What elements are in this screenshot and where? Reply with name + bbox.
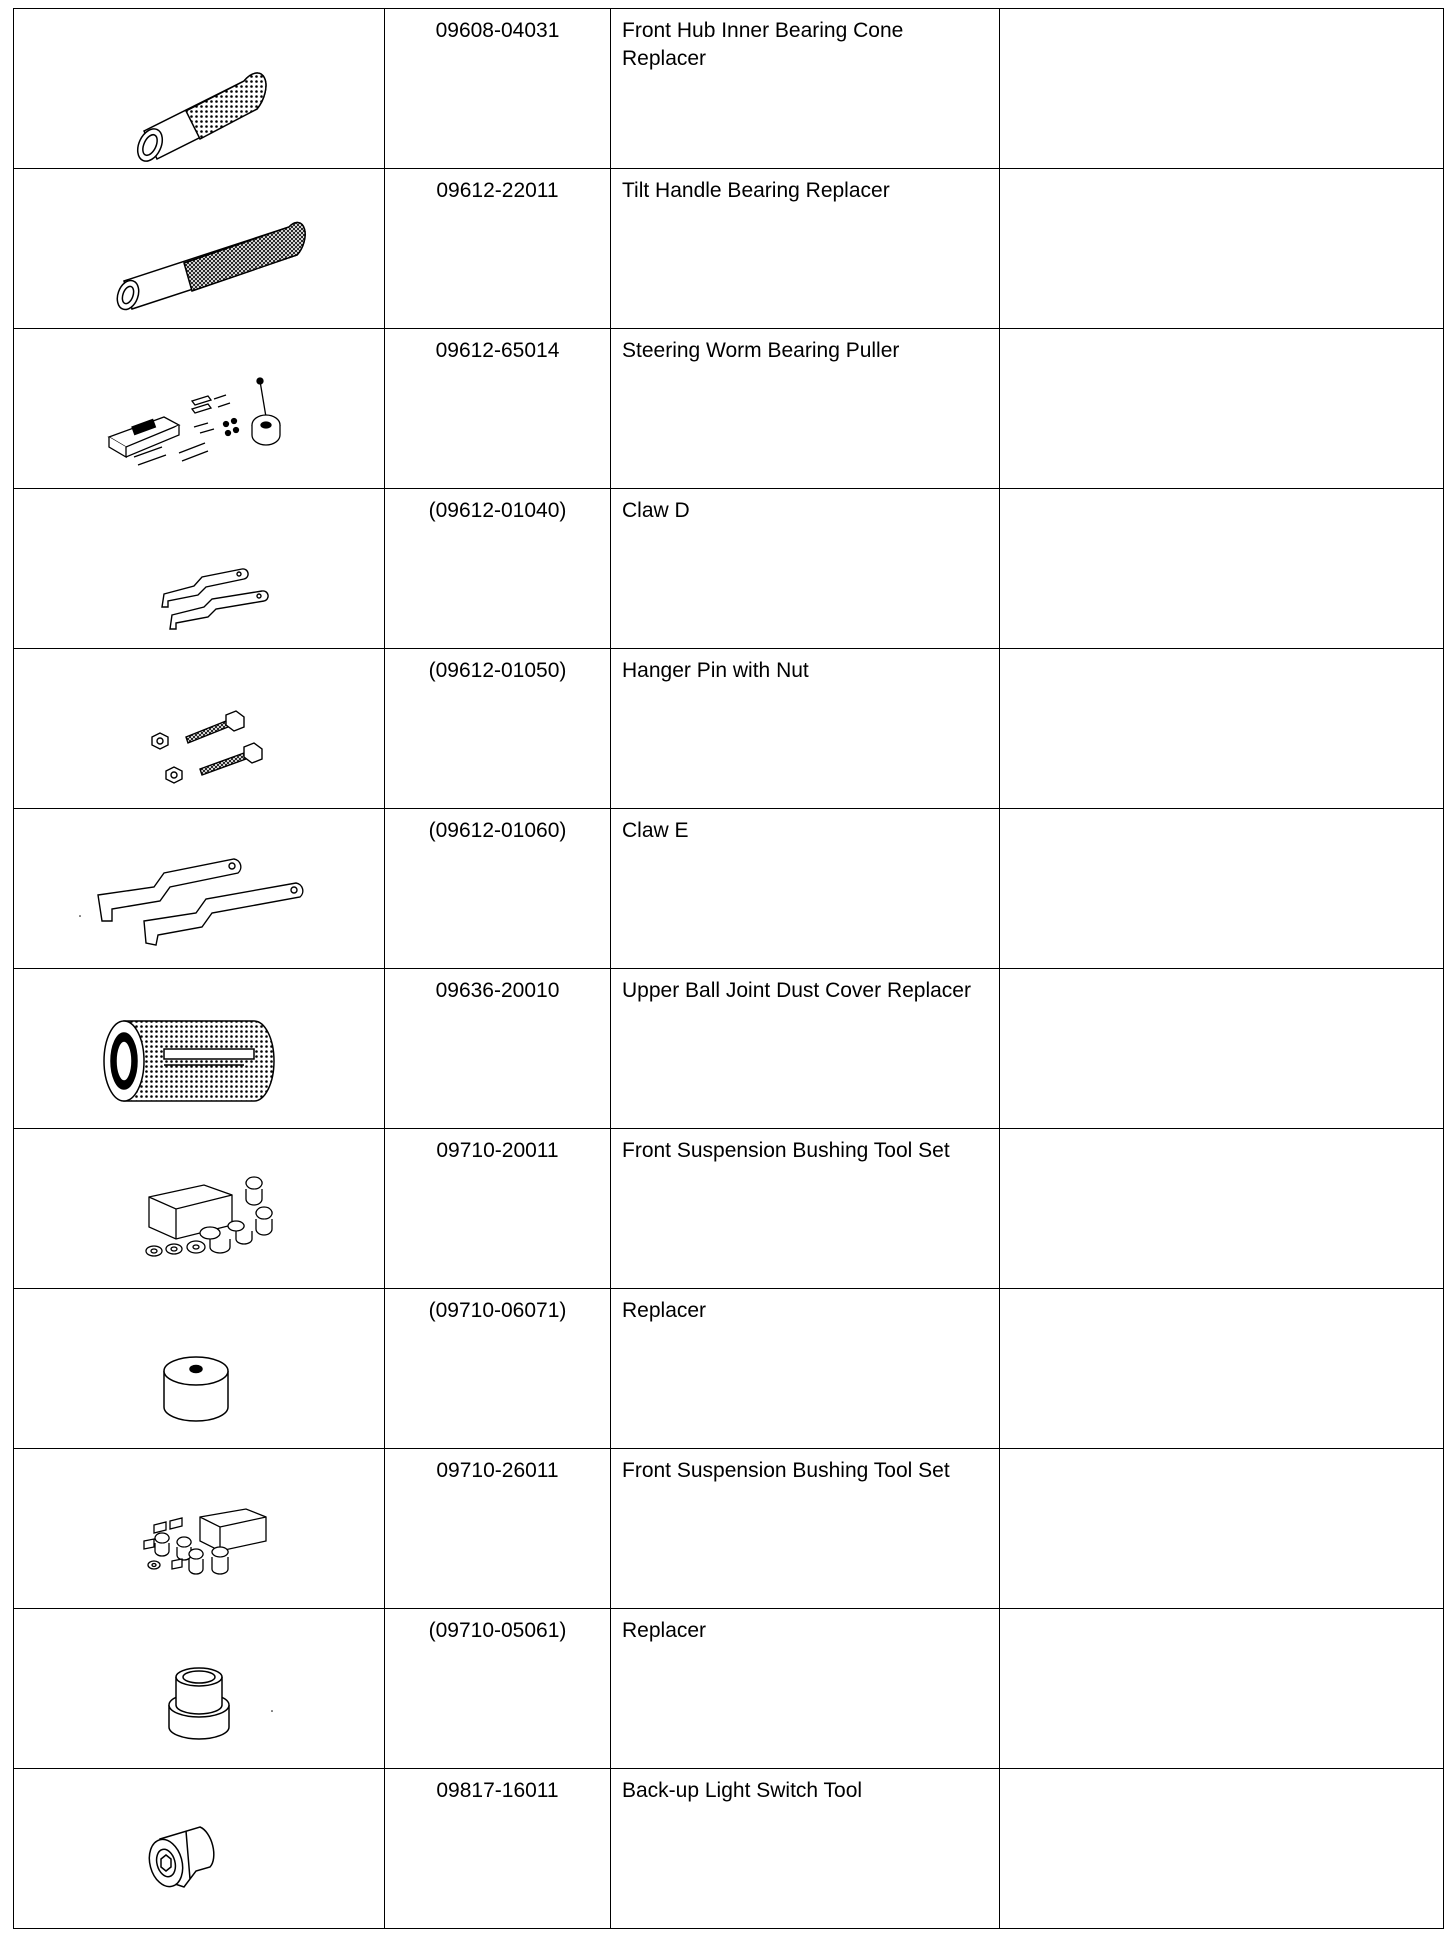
note-cell (1000, 809, 1444, 969)
tool-illustration-cell (14, 969, 385, 1129)
table-row (14, 1769, 1444, 1929)
note (1000, 489, 1443, 497)
part-number: 09608-04031 (435, 19, 560, 42)
tool-name-cell (611, 809, 1000, 969)
part-number: 09612-65014 (435, 339, 560, 362)
tool-name: Back-up Light Switch Tool (622, 1779, 863, 1802)
note-cell (1000, 1769, 1444, 1929)
pin-and-nut-icon (14, 649, 385, 809)
part-number-cell (385, 1449, 611, 1609)
table-row (14, 649, 1444, 809)
tool-illustration-cell (14, 9, 385, 169)
table-row (14, 809, 1444, 969)
part-number-cell (385, 809, 611, 969)
table-row (14, 9, 1444, 169)
part-number: 09636-20010 (435, 979, 560, 1002)
tool-name: Front Suspension Bushing Tool Set (622, 1459, 950, 1482)
tool-name-cell (611, 9, 1000, 169)
long-tube-replacer-icon (14, 169, 385, 329)
part-number-cell (385, 1289, 611, 1449)
part-number: 09710-20011 (436, 1139, 559, 1162)
part-number-cell (385, 1769, 611, 1929)
puller-kit-icon (14, 329, 385, 489)
tool-name-cell (611, 1609, 1000, 1769)
part-number: 09612-22011 (436, 179, 559, 202)
note-cell (1000, 1449, 1444, 1609)
tool-name: Claw E (622, 819, 689, 842)
bushing-tool-set-icon (14, 1129, 385, 1289)
part-number: (09710-05061) (428, 1619, 567, 1642)
tool-name-cell (611, 1449, 1000, 1609)
part-number-cell (385, 329, 611, 489)
tool-name-cell (611, 489, 1000, 649)
tool-illustration-cell (14, 809, 385, 969)
note-cell (1000, 1129, 1444, 1289)
note (1000, 1449, 1443, 1457)
tool-name-cell (611, 1769, 1000, 1929)
note (1000, 809, 1443, 817)
knurled-cylinder-icon (14, 969, 385, 1129)
tool-illustration-cell (14, 489, 385, 649)
note (1000, 169, 1443, 177)
claw-pair-icon (14, 489, 385, 649)
part-number-cell (385, 169, 611, 329)
tool-illustration-cell (14, 1609, 385, 1769)
table-row (14, 969, 1444, 1129)
note-cell (1000, 649, 1444, 809)
tool-name: Upper Ball Joint Dust Cover Replacer (622, 979, 971, 1002)
tool-name: Hanger Pin with Nut (622, 659, 809, 682)
tool-illustration-cell (14, 1769, 385, 1929)
tool-illustration-cell (14, 1449, 385, 1609)
tool-name: Claw D (622, 499, 690, 522)
note (1000, 1289, 1443, 1297)
tool-name: Replacer (622, 1299, 707, 1322)
long-claw-pair-icon (14, 809, 385, 969)
note (1000, 1769, 1443, 1777)
part-number-cell (385, 649, 611, 809)
part-number-cell (385, 1609, 611, 1769)
note-cell (1000, 1609, 1444, 1769)
note (1000, 649, 1443, 657)
part-number: 09817-16011 (436, 1779, 559, 1802)
note-cell (1000, 489, 1444, 649)
note-cell (1000, 169, 1444, 329)
note (1000, 1129, 1443, 1137)
table-row (14, 1449, 1444, 1609)
tool-illustration-cell (14, 329, 385, 489)
tool-illustration-cell (14, 169, 385, 329)
note-cell (1000, 969, 1444, 1129)
part-number: (09612-01050) (428, 659, 567, 682)
table-row (14, 489, 1444, 649)
note (1000, 329, 1443, 337)
note (1000, 1609, 1443, 1617)
table-row (14, 1289, 1444, 1449)
part-number-cell (385, 9, 611, 169)
cylinder-replacer-icon (14, 1289, 385, 1449)
tool-name: Steering Worm Bearing Puller (622, 339, 900, 362)
part-number: (09612-01040) (428, 499, 567, 522)
note-cell (1000, 329, 1444, 489)
tool-name-cell (611, 649, 1000, 809)
tool-name-cell (611, 969, 1000, 1129)
tool-name: Replacer (622, 1619, 707, 1642)
tool-name: Front Hub Inner Bearing Cone Replacer (622, 19, 904, 70)
note (1000, 9, 1443, 17)
tool-name: Front Suspension Bushing Tool Set (622, 1139, 950, 1162)
note-cell (1000, 9, 1444, 169)
bushing-tool-set-icon (14, 1449, 385, 1609)
tool-illustration-cell (14, 649, 385, 809)
special-tools-table (13, 8, 1444, 1929)
part-number-cell (385, 1129, 611, 1289)
table-row (14, 1129, 1444, 1289)
part-number-cell (385, 969, 611, 1129)
part-number: 09710-26011 (436, 1459, 559, 1482)
note-cell (1000, 1289, 1444, 1449)
tool-name-cell (611, 1289, 1000, 1449)
tool-illustration-cell (14, 1129, 385, 1289)
tool-illustration-cell (14, 1289, 385, 1449)
table-row (14, 169, 1444, 329)
switch-socket-icon (14, 1769, 385, 1929)
tool-name: Tilt Handle Bearing Replacer (622, 179, 890, 202)
part-number-cell (385, 489, 611, 649)
tool-name-cell (611, 329, 1000, 489)
part-number: (09710-06071) (428, 1299, 567, 1322)
tool-name-cell (611, 169, 1000, 329)
part-number: (09612-01060) (428, 819, 567, 842)
flanged-replacer-icon (14, 1609, 385, 1769)
table-row (14, 1609, 1444, 1769)
tool-name-cell (611, 1129, 1000, 1289)
table-row (14, 329, 1444, 489)
tubular-replacer-icon (14, 9, 385, 169)
note (1000, 969, 1443, 977)
